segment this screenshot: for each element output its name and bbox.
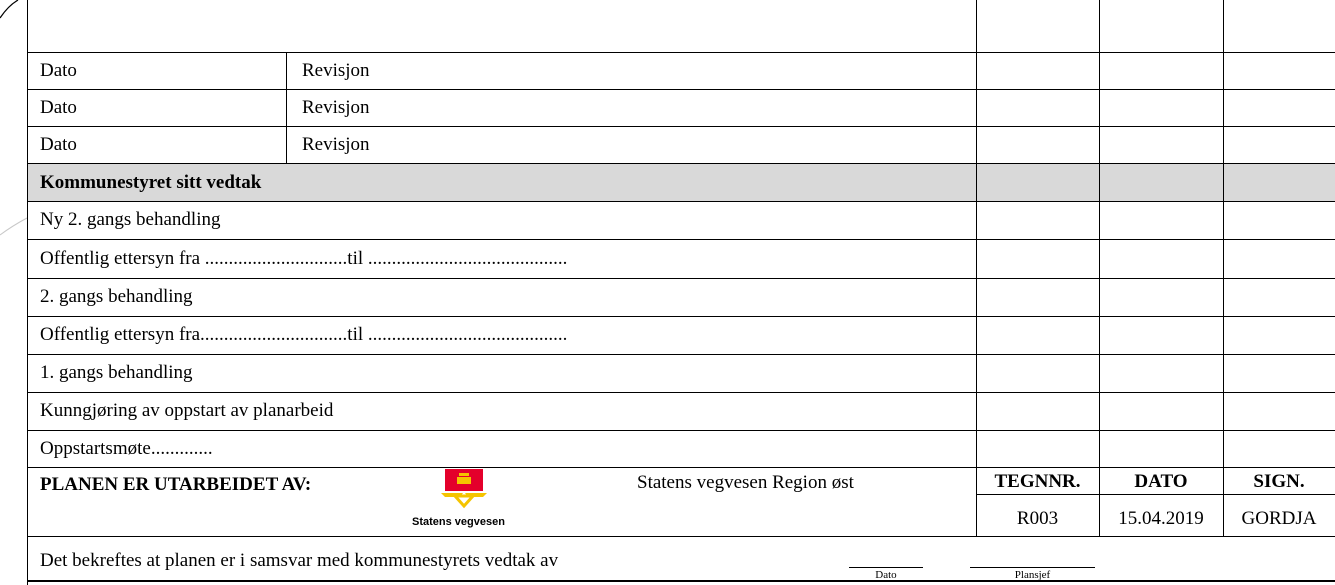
drawing-date-header: DATO	[1134, 471, 1188, 492]
revision-label: Revisjon	[302, 60, 370, 81]
revision-date-label: Dato	[40, 134, 77, 155]
process-row: Kunngjøring av oppstart av planarbeid	[40, 400, 334, 421]
process-row: 1. gangs behandling	[40, 362, 193, 383]
row-line	[27, 126, 1335, 127]
drawing-number-value: R003	[1016, 508, 1059, 529]
planner-caption: Plansjef	[1014, 569, 1051, 581]
column-line-2	[1099, 0, 1100, 536]
row-line	[27, 278, 1335, 279]
row-line	[27, 392, 1335, 393]
drawing-header-underline	[976, 494, 1335, 495]
row-line	[27, 89, 1335, 90]
process-row: 2. gangs behandling	[40, 286, 193, 307]
prepared-by-label: PLANEN ER UTARBEIDET AV:	[40, 474, 312, 495]
confirmation-text: Det bekreftes at planen er i samsvar med kommunestyrets vedtak av	[40, 550, 559, 571]
revision-label: Revisjon	[302, 97, 370, 118]
drawing-date-value: 15.04.2019	[1118, 508, 1204, 529]
process-row: Oppstartsmøte.............	[40, 438, 213, 459]
organization-name: Statens vegvesen Region øst	[637, 472, 854, 493]
revision-date-label: Dato	[40, 60, 77, 81]
row-line	[27, 201, 1335, 202]
date-signature-line	[849, 567, 923, 568]
process-row: Ny 2. gangs behandling	[40, 209, 221, 230]
row-line	[27, 467, 1335, 468]
process-row: Offentlig ettersyn fra ..............................til ..........................................	[40, 248, 568, 269]
row-line	[27, 354, 1335, 355]
column-line-3	[1223, 0, 1224, 536]
drawing-sign-header: SIGN.	[1253, 471, 1305, 492]
left-edge-arc-decoration	[0, 0, 30, 585]
drawing-number-header: TEGNNR.	[994, 471, 1081, 492]
date-caption: Dato	[875, 569, 897, 581]
row-line	[27, 163, 1335, 164]
council-header: Kommunestyret sitt vedtak	[40, 172, 262, 193]
row-line	[27, 52, 1335, 53]
bottom-border	[27, 580, 1335, 582]
statens-vegvesen-logo-icon	[437, 469, 491, 509]
revision-date-label: Dato	[40, 97, 77, 118]
process-row: Offentlig ettersyn fra...............................til ..........................................	[40, 324, 568, 345]
column-line-1	[976, 0, 977, 536]
planner-signature-line	[970, 567, 1095, 568]
row-line	[27, 536, 1335, 537]
logo-caption: Statens vegvesen	[412, 516, 505, 528]
left-border	[27, 0, 28, 585]
row-line	[27, 316, 1335, 317]
revision-column-divider	[286, 52, 287, 163]
revision-label: Revisjon	[302, 134, 370, 155]
row-line	[27, 239, 1335, 240]
drawing-sign-value: GORDJA	[1241, 508, 1317, 529]
row-line	[27, 430, 1335, 431]
